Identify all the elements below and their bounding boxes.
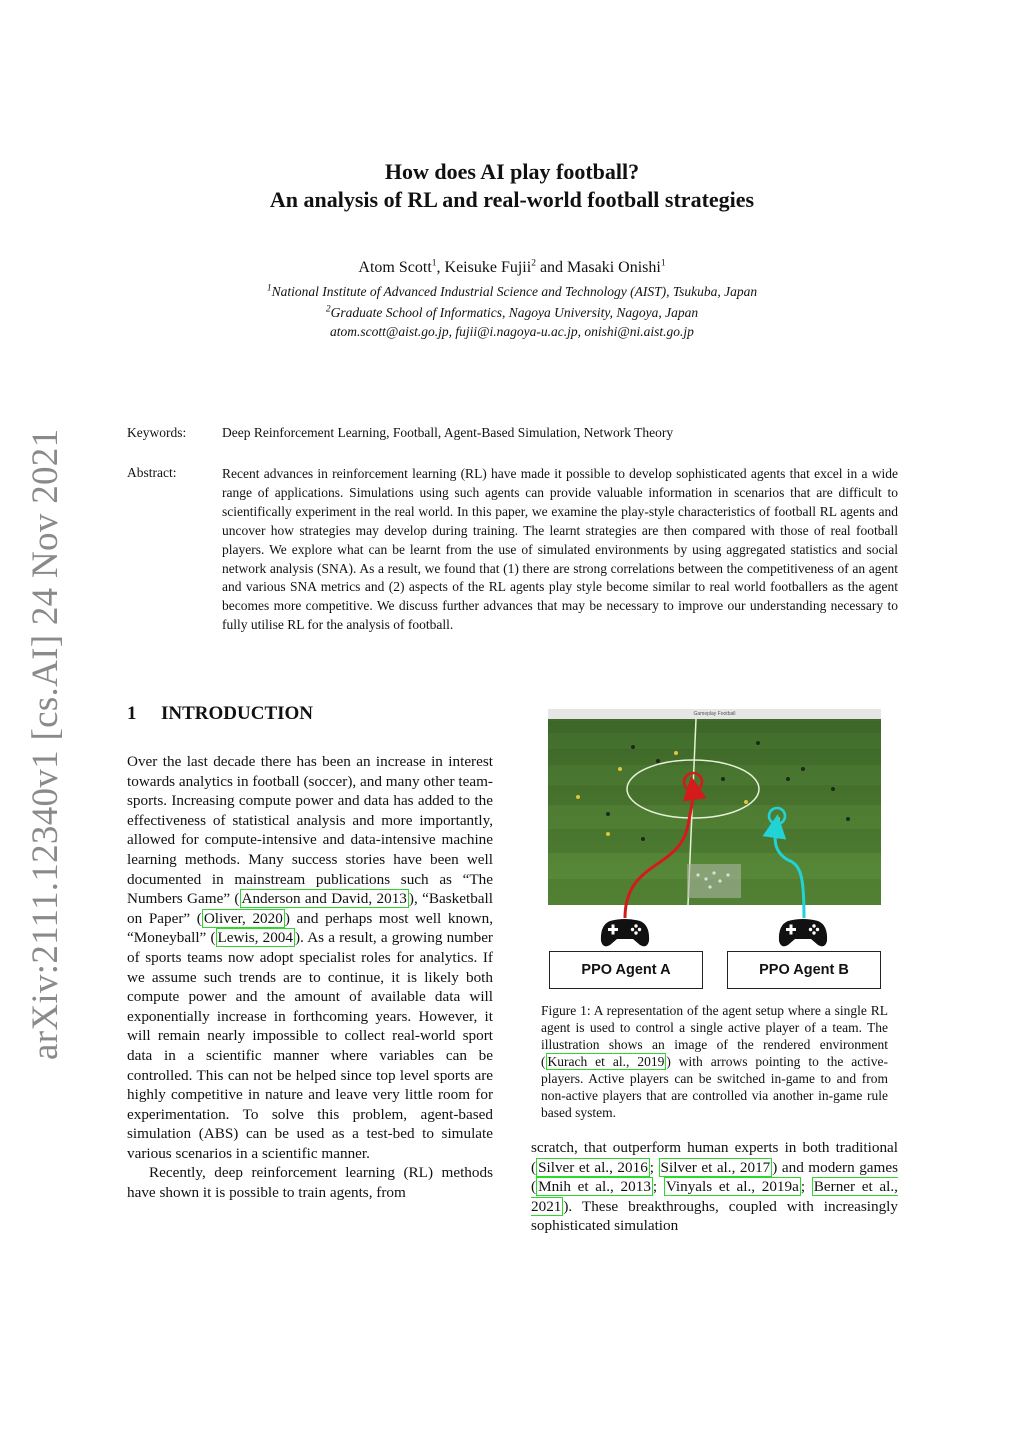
caption-text: ) with arrows pointing to the active-players. Active players can be switched in-game to and from non-active players that are controlled via another in-game rule based system. [541, 1054, 888, 1120]
body-text: ). These breakthroughs, coupled with increasingly sophisticated simulation [531, 1197, 898, 1235]
section-title: INTRODUCTION [161, 703, 314, 724]
agent-b-arrow [775, 826, 804, 918]
author-affil-mark: 1 [660, 258, 666, 269]
agent-a-box: PPO Agent A [549, 951, 703, 989]
gamepad-icon [778, 917, 828, 949]
body-text: Over the last decade there has been an increase in interest towards analytics in football (soccer), and many other team-sports. Increasing compute power and data has added to the effectiveness of statistical analysis and more importantly, allowed for compute-intensive and data-intensive machine learning methods. Many success stories have been well documented in mainstream publications such as “The Numbers Game” ( [127, 753, 493, 908]
author-affil-mark: 2 [531, 258, 536, 269]
figure-arrows [540, 700, 900, 940]
body-text: ), “Basketball on Paper” ( [127, 890, 493, 927]
citation-link[interactable]: Anderson and David, 2013 [241, 890, 407, 908]
paper-title [0, 158, 1024, 214]
right-paragraph [531, 1138, 898, 1236]
citation-link[interactable]: Kurach et al., 2019 [547, 1054, 665, 1069]
citation-link[interactable]: Silver et al., 2016 [538, 1158, 648, 1176]
intro-right-column [531, 1138, 898, 1236]
section-number: 1 [127, 703, 137, 724]
intro-paragraph-1 [127, 752, 493, 1163]
abstract-label: Abstract: [127, 465, 177, 480]
author-name: Masaki Onishi [567, 259, 661, 276]
gamepad-icon [600, 917, 650, 949]
keywords-label: Keywords: [127, 425, 187, 440]
citation-link[interactable]: Mnih et al., 2013 [538, 1178, 651, 1196]
body-text: ; [652, 1178, 664, 1196]
affiliation-mark: 1 [266, 283, 272, 294]
author-name: Keisuke Fujii [444, 259, 532, 276]
author-separator: and [535, 259, 568, 276]
citation-link[interactable]: Lewis, 2004 [217, 929, 293, 947]
title-line-1: How does AI play football? [384, 159, 640, 184]
affiliation-mark: 2 [325, 304, 331, 315]
agent-b-box: PPO Agent B [727, 951, 881, 989]
citation-link[interactable]: Silver et al., 2017 [660, 1158, 771, 1176]
body-text: ) and modern games ( [531, 1158, 899, 1196]
author-emails: atom.scott@aist.go.jp, fujii@i.nagoya-u.ac.jp, onishi@ni.aist.go.jp [330, 324, 694, 339]
affiliation-text: National Institute of Advanced Industrial Science and Technology (AIST), Tsukuba, Japan [271, 284, 758, 299]
section-heading [127, 703, 313, 725]
author-separator: , [436, 259, 445, 276]
window-title: Gameplay Football [693, 711, 736, 717]
citation-link[interactable]: Vinyals et al., 2019a [665, 1178, 799, 1196]
author-affil-mark: 1 [431, 258, 437, 269]
affiliation-text: Graduate School of Informatics, Nagoya University, Nagoya, Japan [330, 305, 699, 320]
body-text: ) and perhaps most well known, “Moneyball” ( [127, 909, 493, 947]
author-list [0, 258, 1024, 278]
intro-left-column [127, 752, 493, 1203]
citation-link[interactable]: Oliver, 2020 [203, 909, 283, 927]
body-text: ; [800, 1178, 812, 1196]
author-name: Atom Scott [358, 259, 432, 276]
caption-text: Figure 1: A representation of the agent setup where a single RL agent is used to control a single active player of a team. The illustration shows an image of the rendered environment ( [541, 1003, 888, 1069]
body-text: ). As a result, a growing number of sports teams now adopt specialist roles for analytics. If we assume such trends are to continue, it is likely both compute power and the amount of available data will exponentially increase in forthcoming years. However, it will remain nearly impossible to collect real-world sport data in a scientific manner where variables can be controlled. This can not be helped since top level sports are highly competitive in nature and leave very little room for experimentation. To solve this problem, agent-based simulation (ABS) can be used as a test-bed to simulate various scenarios in a scientific manner. [127, 929, 493, 1162]
affiliation-2 [0, 304, 1024, 322]
figure-caption [541, 1002, 888, 1121]
title-line-2: An analysis of RL and real-world football strategies [269, 187, 755, 212]
keywords-text: Deep Reinforcement Learning, Football, Agent-Based Simulation, Network Theory [222, 425, 674, 440]
body-text: ; [649, 1158, 659, 1176]
abstract-text: Recent advances in reinforcement learning (RL) have made it possible to develop sophisticated agents that excel in a wide range of applications. Simulations using such agents can provide valuable information in scenarios that are difficult to scientifically experiment in the real world. In this paper, we examine the play-style characteristics of football RL agents and uncover how strategies may develop during training. The learnt strategies are then compared with those of real football players. We explore what can be learnt from the use of simulated environments by using aggregated statistics and social network analysis (SNA). As a result, we found that (1) there are strong correlations between the competitiveness of an agent and various SNA metrics and (2) aspects of the RL agents play style become similar to real world footballers as the agent becomes more competitive. We discuss further advances that may be necessary to improve our understanding necessary to fully utilise RL for the analysis of football. [222, 466, 898, 633]
body-text: scratch, that outperform human experts in both traditional ( [531, 1139, 898, 1176]
agent-a-arrow [625, 788, 693, 918]
affiliation-1 [0, 283, 1024, 301]
arxiv-identifier: arXiv:2111.12340v1 [cs.AI] 24 Nov 2021 [25, 428, 66, 1060]
citation-link[interactable]: Berner et al., 2021 [531, 1178, 898, 1215]
intro-paragraph-2: Recently, deep reinforcement learning (RL) methods have shown it is possible to train agents, from [127, 1164, 493, 1202]
